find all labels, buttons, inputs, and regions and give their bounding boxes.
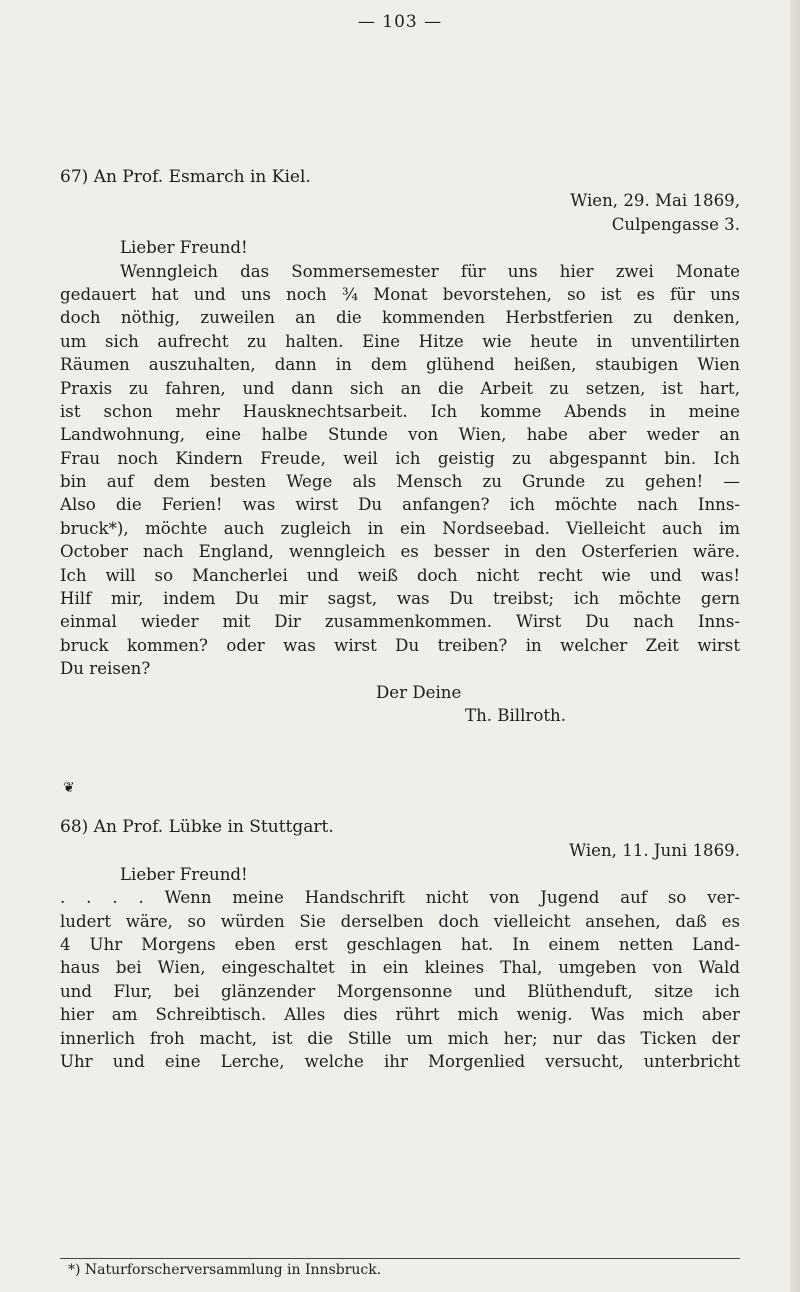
body-line: Frau noch Kindern Freude, weil ich geistig zu abgespannt bin. Ich xyxy=(60,448,740,468)
body-line: innerlich froh macht, ist die Stille um mich her; nur das Ticken der xyxy=(60,1028,740,1048)
body-line: Du reisen? xyxy=(60,659,151,679)
body-line: Ich will so Mancherlei und weiß doch nicht recht wie und was! xyxy=(60,565,740,585)
letter-67-place-date: Wien, 29. Mai 1869, xyxy=(570,191,740,211)
body-line: October nach England, wenngleich es besser in den Osterferien wäre. xyxy=(60,542,740,562)
body-line: haus bei Wien, eingeschaltet in ein kleines Thal, umgeben von Wald xyxy=(60,958,740,978)
body-line: doch nöthig, zuweilen an die kommenden Herbstferien zu denken, xyxy=(60,308,740,328)
letter-67-signature: Th. Billroth. xyxy=(465,705,566,725)
body-line: bin auf dem besten Wege als Mensch zu Grunde zu gehen! — xyxy=(60,472,740,492)
page-spine-shadow xyxy=(790,0,800,1292)
letter-68-place-date: Wien, 11. Juni 1869. xyxy=(569,841,740,861)
letter-68 xyxy=(60,816,740,1073)
page-number: — 103 — xyxy=(357,12,443,32)
body-line: um sich aufrecht zu halten. Eine Hitze wie heute in unventilirten xyxy=(60,331,740,351)
body-line: und Flur, bei glänzender Morgensonne und Blüthenduft, sitze ich xyxy=(60,981,740,1001)
footnote-rule xyxy=(60,1258,740,1259)
body-line: Also die Ferien! was wirst Du anfangen? ich möchte nach Inns- xyxy=(60,495,740,515)
body-line: . . . . Wenn meine Handschrift nicht von Jugend auf so ver- xyxy=(60,888,740,908)
body-line: gedauert hat und uns noch ¾ Monat bevorstehen, so ist es für uns xyxy=(60,284,740,304)
letter-67-closing: Der Deine xyxy=(376,682,462,702)
body-line: Hilf mir, indem Du mir sagst, was Du treibst; ich möchte gern xyxy=(60,589,740,609)
body-line: Wenngleich das Sommersemester für uns hier zwei Monate xyxy=(120,261,740,281)
body-line: 4 Uhr Morgens eben erst geschlagen hat. In einem netten Land- xyxy=(60,934,740,954)
body-line: einmal wieder mit Dir zusammenkommen. Wirst Du nach Inns- xyxy=(60,612,740,632)
letter-67-address: Culpengasse 3. xyxy=(611,214,740,234)
letter-67-salutation: Lieber Freund! xyxy=(120,238,248,258)
body-line: ist schon mehr Hausknechtsarbeit. Ich komme Abends in meine xyxy=(60,401,740,421)
body-line: Uhr und eine Lerche, welche ihr Morgenlied versucht, unterbricht xyxy=(60,1051,740,1071)
body-line: bruck*), möchte auch zugleich in ein Nordseebad. Vielleicht auch im xyxy=(60,518,740,538)
letter-67 xyxy=(60,166,740,727)
letter-68-salutation: Lieber Freund! xyxy=(120,864,248,884)
body-line: bruck kommen? oder was wirst Du treiben? in welcher Zeit wirst xyxy=(60,635,740,655)
body-line: hier am Schreibtisch. Alles dies rührt mich wenig. Was mich aber xyxy=(60,1005,740,1025)
body-line: ludert wäre, so würden Sie derselben doch vielleicht ansehen, daß es xyxy=(60,911,740,931)
body-line: Landwohnung, eine halbe Stunde von Wien, habe aber weder an xyxy=(60,425,740,445)
section-separator-ornament: ❦ xyxy=(63,780,75,796)
footnote: *) Naturforscherversammlung in Innsbruck. xyxy=(68,1262,382,1278)
letter-67-heading: 67) An Prof. Esmarch in Kiel. xyxy=(60,167,311,187)
letter-68-heading: 68) An Prof. Lübke in Stuttgart. xyxy=(60,817,334,837)
body-line: Praxis zu fahren, und dann sich an die Arbeit zu setzen, ist hart, xyxy=(60,378,740,398)
body-line: Räumen auszuhalten, dann in dem glühend heißen, staubigen Wien xyxy=(60,355,740,375)
